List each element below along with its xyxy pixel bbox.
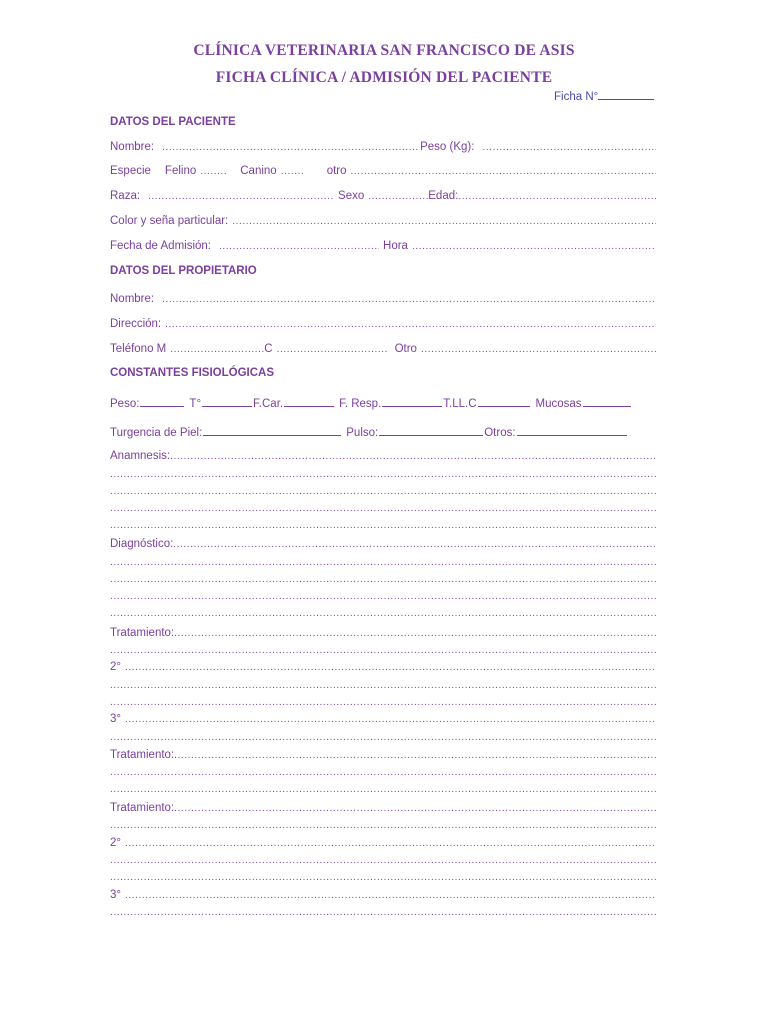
patient-section-title: DATOS DEL PACIENTE — [110, 116, 236, 128]
treatment-2-row — [110, 749, 656, 765]
canino-label: Canino — [240, 165, 277, 177]
anamnesis-field[interactable] — [170, 451, 656, 462]
heart-rate-field[interactable] — [284, 395, 334, 407]
resp-rate-label: F. Resp. — [339, 398, 382, 410]
diagnosis-line[interactable] — [110, 608, 656, 622]
owner-address-row — [110, 318, 656, 334]
owner-phone-row — [110, 343, 656, 359]
treatment-line[interactable] — [110, 872, 656, 886]
owner-address-label: Dirección: — [110, 318, 162, 330]
anamnesis-label: Anamnesis: — [110, 450, 171, 462]
otro-species-label: otro — [326, 165, 347, 177]
others-label: Otros: — [484, 427, 516, 439]
second-field[interactable] — [125, 662, 656, 673]
species-label: Especie — [110, 165, 151, 177]
patient-name-row — [110, 141, 656, 157]
treatment-label: Tratamiento: — [110, 749, 175, 761]
treatment-line[interactable] — [110, 680, 656, 694]
patient-name-field[interactable] — [162, 142, 420, 153]
anamnesis-line[interactable] — [110, 520, 656, 534]
breed-row — [110, 190, 656, 206]
vitals-row — [110, 395, 656, 411]
turgencia-row — [110, 424, 656, 440]
second-label: 2° — [110, 837, 121, 849]
treatment-1-third-row — [110, 713, 656, 729]
form-title: FICHA CLÍNICA / ADMISIÓN DEL PACIENTE — [215, 69, 553, 86]
mucosas-field[interactable] — [583, 395, 631, 407]
species-row — [110, 165, 656, 181]
skin-turgor-field[interactable] — [203, 424, 341, 436]
treatment-3-third-row — [110, 889, 656, 905]
phone-c-field[interactable] — [277, 344, 389, 355]
skin-turgor-label: Turgencia de Piel: — [110, 427, 203, 439]
treatment-field[interactable] — [174, 628, 656, 639]
hour-label: Hora — [383, 240, 408, 252]
sex-label: Sexo — [338, 190, 365, 202]
ficha-number-label: Ficha N° — [554, 91, 599, 103]
admission-date-label: Fecha de Admisión: — [110, 240, 212, 252]
phone-other-label: Otro — [394, 343, 417, 355]
pulse-label: Pulso: — [346, 427, 379, 439]
diagnosis-line[interactable] — [110, 574, 656, 588]
third-label: 3° — [110, 889, 121, 901]
owner-address-field[interactable] — [165, 319, 656, 330]
treatment-line[interactable] — [110, 820, 656, 834]
clinic-name: CLÍNICA VETERINARIA SAN FRANCISCO DE ASIS — [193, 42, 575, 59]
diagnosis-line[interactable] — [110, 591, 656, 605]
diagnosis-line[interactable] — [110, 557, 656, 571]
temperature-label: T° — [189, 398, 202, 410]
anamnesis-line[interactable] — [110, 469, 656, 483]
treatment-3-row — [110, 802, 656, 818]
phone-mobile-field[interactable] — [170, 344, 264, 355]
color-label: Color y seña particular: — [110, 215, 229, 227]
treatment-field[interactable] — [174, 803, 656, 814]
diagnosis-label: Diagnóstico: — [110, 538, 174, 550]
diagnosis-field[interactable] — [173, 539, 656, 550]
pulse-field[interactable] — [379, 424, 483, 436]
treatment-1-row — [110, 627, 656, 643]
anamnesis-line[interactable] — [110, 503, 656, 517]
treatment-line[interactable] — [110, 907, 656, 921]
canino-field[interactable] — [281, 166, 305, 177]
second-label: 2° — [110, 661, 121, 673]
sex-field[interactable] — [368, 191, 428, 202]
admission-date-field[interactable] — [219, 241, 379, 252]
owner-name-row — [110, 293, 656, 309]
patient-weight-label: Peso (Kg): — [420, 141, 475, 153]
treatment-line[interactable] — [110, 645, 656, 659]
treatment-line[interactable] — [110, 767, 656, 781]
phone-other-field[interactable] — [421, 344, 656, 355]
temperature-field[interactable] — [202, 395, 252, 407]
treatment-label: Tratamiento: — [110, 627, 175, 639]
patient-name-label: Nombre: — [110, 141, 155, 153]
vitals-weight-field[interactable] — [140, 395, 184, 407]
others-field[interactable] — [517, 424, 627, 436]
phone-mobile-label: Teléfono M — [110, 343, 167, 355]
ficha-number-field[interactable] — [554, 89, 654, 103]
color-row — [110, 215, 656, 231]
phone-c-label: C — [264, 343, 273, 355]
admission-date-row — [110, 240, 656, 256]
treatment-label: Tratamiento: — [110, 802, 175, 814]
tllc-label: T.LL.C — [443, 398, 477, 410]
patient-weight-field[interactable] — [482, 142, 656, 153]
third-field[interactable] — [125, 890, 656, 901]
tllc-field[interactable] — [478, 395, 530, 407]
anamnesis-row — [110, 450, 656, 466]
third-field[interactable] — [125, 714, 656, 725]
second-field[interactable] — [125, 838, 656, 849]
treatment-line[interactable] — [110, 697, 656, 711]
treatment-line[interactable] — [110, 784, 656, 798]
breed-field[interactable] — [148, 191, 334, 202]
owner-name-label: Nombre: — [110, 293, 155, 305]
mucosas-label: Mucosas — [535, 398, 582, 410]
treatment-line[interactable] — [110, 855, 656, 869]
age-label: Edad: — [428, 190, 459, 202]
vitals-weight-label: Peso: — [110, 398, 140, 410]
felino-label: Felino — [164, 165, 197, 177]
felino-field[interactable] — [200, 166, 228, 177]
treatment-field[interactable] — [174, 750, 656, 761]
breed-label: Raza: — [110, 190, 141, 202]
otro-species-field[interactable] — [351, 166, 656, 177]
age-field[interactable] — [458, 191, 656, 202]
owner-name-field[interactable] — [162, 294, 656, 305]
anamnesis-line[interactable] — [110, 486, 656, 500]
third-label: 3° — [110, 713, 121, 725]
hour-field[interactable] — [412, 241, 656, 252]
treatment-3-second-row — [110, 837, 656, 853]
treatment-1-second-row — [110, 661, 656, 677]
treatment-line[interactable] — [110, 732, 656, 746]
heart-rate-label: F.Car. — [253, 398, 284, 410]
resp-rate-field[interactable] — [382, 395, 442, 407]
ficha-number-line — [598, 89, 654, 100]
owner-section-title: DATOS DEL PROPIETARIO — [110, 265, 257, 277]
vitals-section-title: CONSTANTES FISIOLÓGICAS — [110, 367, 274, 379]
diagnosis-row — [110, 538, 656, 554]
color-field[interactable] — [232, 216, 656, 227]
